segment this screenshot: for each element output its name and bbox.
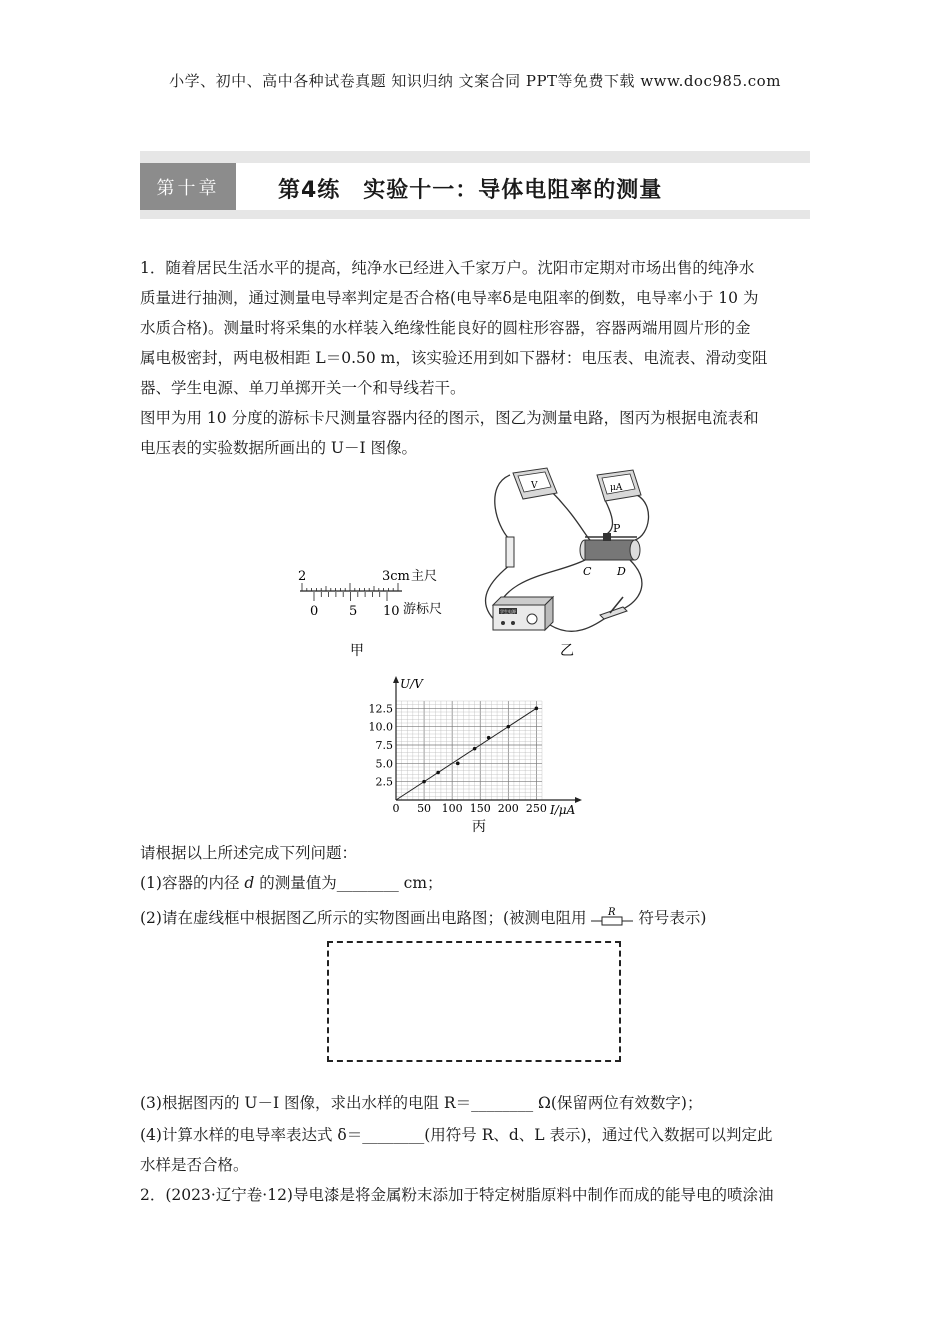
question-1-pre: (1)容器的内径 [140,874,245,892]
y-tick-label: 5.0 [375,757,393,771]
x-tick-label: 250 [525,802,547,815]
vernier-tick-label: 10 [383,604,400,619]
site-header: 小学、初中、高中各种试卷真题 知识归纳 文案合同 PPT等免费下载 www.doc985.com [169,72,781,90]
chart-caption: 丙 [472,819,486,835]
banner-bottom-strip [140,210,810,219]
banner-top-strip [140,151,810,163]
u-i-chart [360,675,600,835]
ammeter-label: μA [610,483,623,493]
vernier-ticks [314,592,387,601]
end-d-label: D [617,565,626,578]
main-scale-right-label: 3cm [382,569,410,584]
question-4-line2: 水样是否合格。 [140,1156,249,1174]
question-1-var: d [244,874,255,892]
question-3: (3)根据图丙的 U－I 图像，求出水样的电阻 R＝________ Ω(保留两位有效数字)； [140,1094,703,1112]
question-lead: 请根据以上所述完成下列问题： [140,844,358,862]
circuit-figure [465,465,665,665]
question-2-pre: (2)请在虚线框中根据图乙所示的实物图画出电路图；(被测电阻用 [140,909,587,927]
ammeter-icon [597,470,641,501]
electrode-rod [506,537,514,567]
y-tick-label: 12.5 [368,702,393,716]
y-tick-label: 10.0 [368,720,393,734]
chapter-label: 第十章 [140,163,236,210]
question-2023: 2．(2023·辽宁卷·12)导电漆是将金属粉末添加于特定树脂原料中制作而成的能导电的喷涂油 [140,1186,774,1204]
x-tick-label: 0 [392,802,400,815]
data-point [456,762,460,766]
circuit-answer-box[interactable] [327,941,621,1062]
y-tick-label: 2.5 [375,775,393,789]
main-scale-left-label: 2 [298,569,307,584]
page-title: 第4练 实验十一：导体电阻率的测量 [278,178,663,203]
vernier-tick-label: 0 [310,604,319,619]
x-axis-arrow [575,797,582,803]
question-2 [140,903,812,933]
question-4-line1: (4)计算水样的电导率表达式 δ＝________(用符号 R、d、L 表示)，通过代入数据可以判定此 [140,1126,773,1144]
resistor-symbol-icon [591,905,633,929]
y-tick-label: 7.5 [375,739,393,752]
data-point [436,771,440,775]
question-1-post: 的测量值为________ cm； [254,874,443,892]
data-point [473,747,477,751]
x-axis-label: I/μA [550,803,576,817]
question-2-post: 符号表示) [638,909,707,927]
intro-line: 电压表的实验数据所画出的 U－I 图像。 [140,439,418,457]
intro-paragraph [140,253,812,463]
x-tick-label: 200 [497,802,519,815]
end-c-label: C [583,565,592,578]
slider-label: P [613,522,621,535]
x-tick-label: 150 [469,802,491,815]
intro-line: 属电极密封，两电极相距 L＝0.50 m，该实验还用到如下器材：电压表、电流表、滑动变阻 [140,349,768,367]
title-box [244,163,810,210]
voltmeter-label: V [531,481,538,491]
data-point [535,707,539,711]
question-1 [140,868,812,898]
vernier-tick-label: 5 [349,604,358,619]
fit-line [396,708,536,800]
vernier-scale-name: 游标尺 [403,602,443,617]
intro-line: 1．随着居民生活水平的提高，纯净水已经进入千家万户。沈阳市定期对市场出售的纯净水 [140,259,755,277]
x-tick-label: 50 [417,802,432,815]
fig-yi-caption: 乙 [560,643,574,659]
resistor-symbol-label: R [608,907,616,918]
switch-icon [600,597,627,619]
y-axis-arrow [393,676,399,683]
intro-line: 质量进行抽测，通过测量电导率判定是否合格(电导率δ是电阻率的倒数，电导率小于 10 为 [140,289,759,307]
vernier-caliper-figure [290,565,460,665]
intro-line: 器、学生电源、单刀单掷开关一个和导线若干。 [140,379,466,397]
x-tick-label: 100 [441,802,463,815]
intro-line: 水质合格)。测量时将采集的水样装入绝缘性能良好的圆柱形容器，容器两端用圆片形的金 [140,319,751,337]
y-axis-label: U/V [400,677,423,691]
voltmeter-icon [513,468,557,499]
main-scale-ticks [302,583,398,591]
fig-jia-caption: 甲 [350,643,364,659]
data-point [422,780,426,784]
data-point [507,725,511,729]
power-supply-label: 学生电源 [500,609,516,614]
power-supply-icon [493,597,553,630]
intro-line: 图甲为用 10 分度的游标卡尺测量容器内径的图示，图乙为测量电路，图丙为根据电流表和 [140,409,759,427]
data-point [487,736,491,740]
chapter-banner [140,151,810,219]
main-scale-name: 主尺 [411,569,438,584]
